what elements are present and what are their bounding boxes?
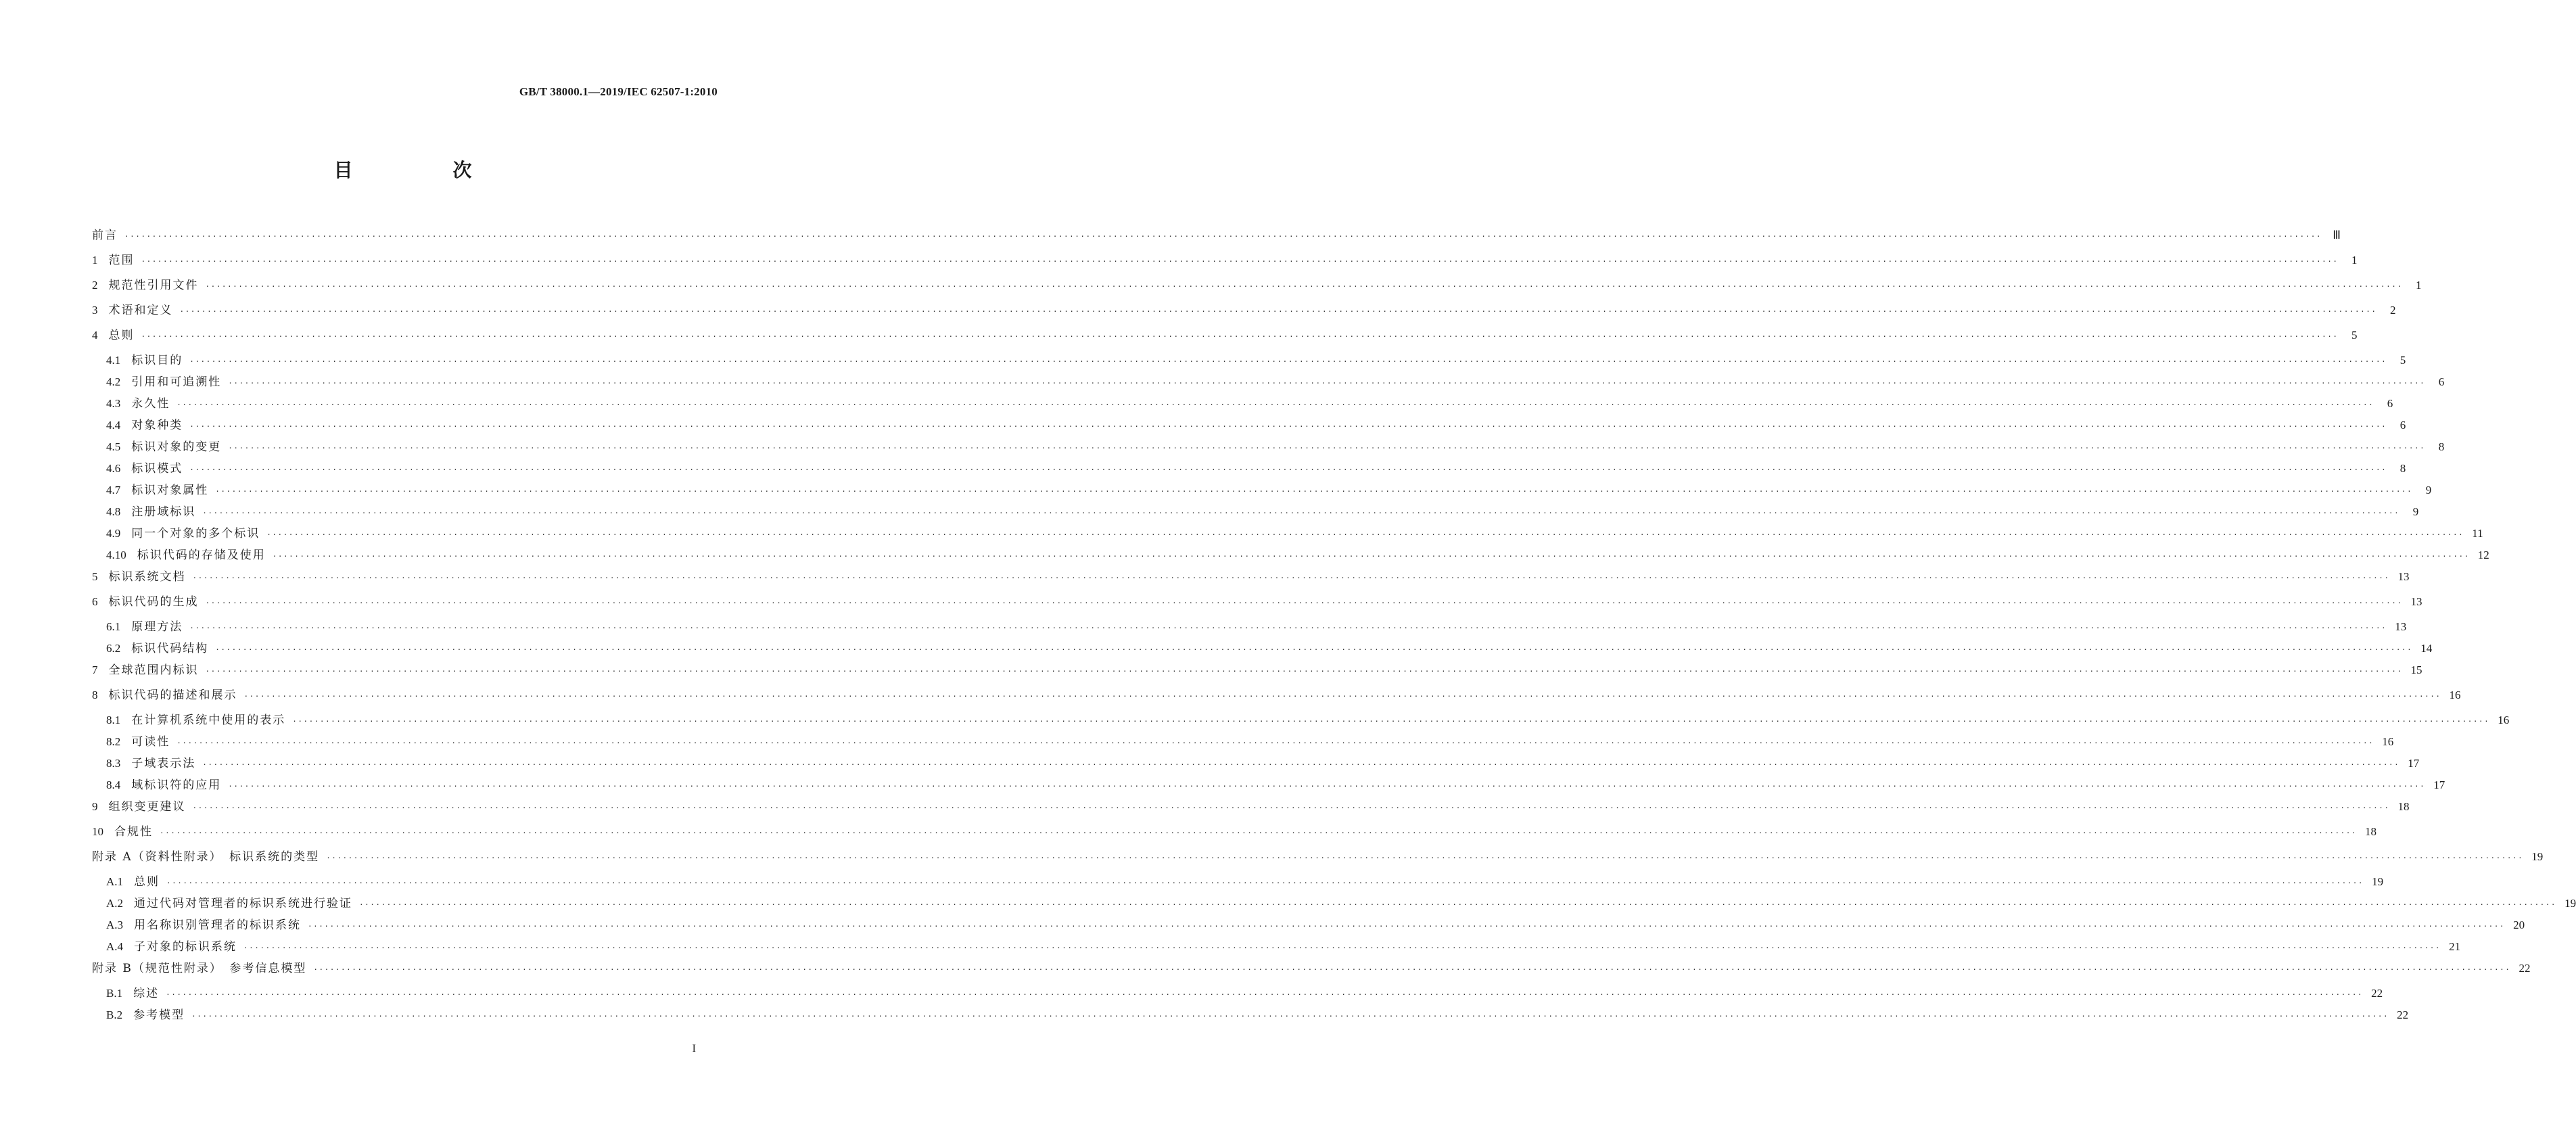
toc-leader-dots: ················································································································································································································································································································································································································ [160,829,2358,837]
toc-entry-page: 13 [2410,595,2422,608]
toc-entry[interactable] [92,710,2510,732]
toc-entry-page: 22 [2371,987,2383,1000]
toc-entry-title: 原理方法 [131,620,183,634]
toc-entry-page: 6 [2387,397,2393,410]
toc-entry-page: 16 [2449,689,2461,701]
toc-entry-page: 12 [2477,549,2489,561]
toc-entry-number: 2 [92,279,98,292]
toc-entry-title: 范围 [108,254,135,267]
toc-entry[interactable] [92,437,2445,459]
toc-entry-number: A.4 [106,940,124,953]
toc-entry[interactable] [92,459,2406,480]
toc-entry-page: 22 [2519,962,2531,975]
toc-entry[interactable] [92,983,2383,1005]
page-number: I [692,1043,696,1054]
toc-leader-dots: ················································································································································································································································································································································································································ [179,307,2377,316]
toc-entry-page: Ⅲ [2333,229,2341,241]
toc-entry-title: 标识模式 [131,462,183,475]
toc-leader-dots: ················································································································································································································································································································································································································ [292,717,2490,726]
toc-entry-page: 8 [2438,440,2445,453]
toc-leader-dots: ················································································································································································································································································································································································································ [202,509,2400,517]
toc-entry-number: 9 [92,800,98,813]
toc-entry-title: 标识对象的变更 [131,440,222,454]
toc-leader-dots: ················································································································································································································································································································································································································ [177,400,2374,409]
toc-entry-number: 4.2 [106,375,121,388]
toc-leader-dots: ················································································································································································································································································································································································································ [272,552,2470,561]
toc-leader-dots: ················································································································································································································································································································································································································ [124,232,2322,241]
toc-leader-dots: ················································································································································································································································································································································································································ [177,739,2374,747]
toc-entry-number: 4.1 [106,354,121,367]
toc-entry-title: 标识系统文档 [108,570,186,584]
toc-entry-page: 1 [2416,279,2422,292]
toc-entry-title: 附录 A（资料性附录） 标识系统的类型 [92,850,320,864]
toc-entry-number: 4 [92,329,98,342]
toc-entry-title: 全球范围内标识 [108,664,199,677]
toc-entry-page: 17 [2433,778,2445,791]
toc-entry[interactable] [92,822,2377,847]
toc-entry-number: B.2 [106,1008,123,1021]
toc-entry[interactable] [92,250,2358,275]
toc-leader-dots: ················································································································································································································································································································································································································ [215,487,2413,496]
toc-entry-number: A.3 [106,919,124,931]
toc-entry-page: 2 [2390,304,2396,317]
toc-entry[interactable] [92,567,2410,592]
toc-leader-dots: ················································································································································································································································································································································································································ [202,760,2400,769]
toc-entry-title: 附录 B（规范性附录） 参考信息模型 [92,962,307,975]
toc-entry-number: 4.9 [106,527,121,540]
toc-entry-title: 注册域标识 [131,505,196,519]
toc-entry[interactable] [92,847,2544,872]
toc-leader-dots: ················································································································································································································································································································································································································ [228,444,2426,452]
toc-entry-page: 13 [2397,570,2410,583]
toc-entry[interactable] [92,394,2393,415]
toc-entry-number: 4.8 [106,505,121,518]
toc-entry-number: 8 [92,689,98,701]
toc-leader-dots: ················································································································································································································································································································································································································ [205,667,2403,676]
toc-leader-dots: ················································································································································································································································································································································································································ [192,574,2390,582]
toc-entry-page: 22 [2397,1008,2409,1021]
toc-entry-number: 8.4 [106,778,121,791]
toc-entry-number: 1 [92,254,98,266]
toc-entry-page: 19 [2372,875,2384,888]
toc-entry[interactable] [92,775,2445,797]
toc-entry[interactable] [92,872,2384,893]
toc-entry-page: 6 [2399,419,2406,432]
toc-entry-title: 标识代码的存储及使用 [137,549,266,562]
toc-entry-title: 前言 [92,229,118,242]
toc-entry-title: 可读性 [131,735,170,749]
toc-entry-page: 5 [2351,329,2358,342]
toc-entry-page: 9 [2412,505,2419,518]
toc-entry[interactable] [92,325,2358,350]
toc-entry[interactable] [92,524,2483,545]
toc-entry-number: 4.7 [106,484,121,496]
toc-entry-title: 标识代码的描述和展示 [108,689,237,702]
toc-entry-title: 对象种类 [131,419,183,432]
toc-entry[interactable] [92,350,2406,372]
toc-entry-title: 标识代码的生成 [108,595,199,609]
toc-entry[interactable] [92,502,2419,524]
toc-leader-dots: ················································································································································································································································································································································································································ [166,990,2364,999]
toc-entry[interactable] [92,915,2525,937]
toc-entry-page: 13 [2395,620,2407,633]
toc-entry[interactable] [92,753,2420,775]
toc-entry[interactable] [92,300,2396,325]
toc-entry-number: 4.10 [106,549,126,561]
toc-leader-dots: ················································································································································································································································································································································································································ [191,1012,2389,1021]
toc-entry-page: 17 [2408,757,2420,770]
toc-entry-number: 6.2 [106,642,121,655]
toc-entry[interactable] [92,732,2394,753]
toc-leader-dots: ················································································································································································································································································································································································································ [189,465,2387,474]
toc-entry-number: 10 [92,825,103,838]
toc-leader-dots: ················································································································································································································································································································································································································ [166,879,2364,887]
toc-entry-number: 7 [92,664,98,676]
toc-entry-title: 域标识符的应用 [131,778,222,792]
toc-entry-number: 6.1 [106,620,121,633]
toc-entry-title: 在计算机系统中使用的表示 [131,714,286,727]
toc-entry-title: 永久性 [131,397,170,411]
toc-entry-title: 规范性引用文件 [108,279,199,292]
toc-leader-dots: ················································································································································································································································································································································································································ [189,357,2387,366]
toc-entry-title: 术语和定义 [108,304,173,317]
toc-entry-page: 20 [2513,919,2525,931]
toc-entry-page: 9 [2425,484,2432,496]
toc-entry[interactable] [92,372,2445,394]
toc-leader-dots: ················································································································································································································································································································································································································ [141,332,2339,341]
toc-leader-dots: ················································································································································································································································································································································································································ [243,944,2441,952]
toc-entry-page: 18 [2397,800,2410,813]
toc-entry-page: 5 [2399,354,2406,367]
toc-entry-page: 19 [2565,897,2576,910]
toc-entry[interactable] [92,480,2432,502]
toc-leader-dots: ················································································································································································································································································································································································································ [313,965,2511,974]
toc-entry[interactable] [92,685,2461,710]
toc-entry[interactable] [92,937,2461,958]
toc-entry-title: 合规性 [114,825,153,839]
toc-leader-dots: ················································································································································································································································································································································································································ [359,900,2557,909]
toc-entry-number: 8.1 [106,714,121,726]
toc-entry-number: 8.2 [106,735,121,748]
toc-entry-number: 4.5 [106,440,121,453]
toc-entry[interactable] [92,415,2406,437]
toc-entry-title: 通过代码对管理者的标识系统进行验证 [134,897,353,910]
toc-entry-page: 16 [2382,735,2394,748]
toc-entry[interactable] [92,958,2531,983]
toc-entry-number: 8.3 [106,757,121,770]
toc-entry[interactable] [92,1005,2409,1027]
toc-entry-title: 总则 [134,875,160,889]
page-title: 目 次 [333,159,513,181]
toc-entry-number: 5 [92,570,98,583]
toc-entry-title: 标识目的 [131,354,183,367]
toc-leader-dots: ················································································································································································································································································································································································································ [205,599,2403,607]
toc-entry-title: 同一个对象的多个标识 [131,527,260,540]
toc-entry-page: 14 [2420,642,2433,655]
toc-entry-page: 8 [2399,462,2406,475]
toc-entry[interactable] [92,797,2410,822]
toc-entry[interactable] [92,638,2433,660]
toc-leader-dots: ················································································································································································································································································································································································································ [308,922,2506,931]
toc-entry-number: A.1 [106,875,124,888]
toc-entry-page: 6 [2438,375,2445,388]
toc-entry-title: 子对象的标识系统 [134,940,237,954]
toc-leader-dots: ················································································································································································································································································································································································································ [189,624,2387,632]
toc-entry[interactable] [92,617,2407,638]
toc-leader-dots: ················································································································································································································································································································································································································ [266,530,2464,539]
toc-entry-title: 标识代码结构 [131,642,209,655]
toc-leader-dots: ················································································································································································································································································································································································································ [228,379,2426,388]
toc-entry[interactable] [92,592,2422,617]
toc-entry-title: 子域表示法 [131,757,196,770]
toc-entry-title: 组织变更建议 [108,800,186,814]
toc-entry[interactable] [92,545,2489,567]
toc-entry-title: 标识对象属性 [131,484,209,497]
toc-entry-page: 18 [2365,825,2377,838]
toc-entry[interactable] [92,660,2422,685]
toc-entry-number: B.1 [106,987,123,1000]
toc-leader-dots: ················································································································································································································································································································································································································ [215,645,2413,654]
toc-entry-title: 参考模型 [133,1008,185,1022]
toc-leader-dots: ················································································································································································································································································································································································································ [243,692,2441,701]
toc-entry-page: 19 [2531,850,2544,863]
toc-entry-page: 1 [2351,254,2358,266]
standard-number: GB/T 38000.1—2019/IEC 62507-1:2010 [519,85,718,98]
toc-entry-number: A.2 [106,897,124,910]
toc-entry[interactable] [92,893,2576,915]
toc-entry-title: 总则 [108,329,135,342]
toc-leader-dots: ················································································································································································································································································································································································································ [141,257,2339,266]
toc-entry-number: 4.6 [106,462,121,475]
toc-leader-dots: ················································································································································································································································································································································································································ [189,422,2387,431]
toc-entry-page: 16 [2498,714,2510,726]
toc-entry-page: 21 [2449,940,2461,953]
toc-entry[interactable] [92,275,2422,300]
toc-leader-dots: ················································································································································································································································································································································································································ [205,282,2403,291]
toc-entry-number: 3 [92,304,98,317]
toc-entry-title: 用名称识别管理者的标识系统 [134,919,302,932]
toc-entry-title: 引用和可追溯性 [131,375,222,389]
toc-entry-number: 4.4 [106,419,121,432]
toc-entry-number: 4.3 [106,397,121,410]
table-of-contents [92,225,2576,1027]
toc-leader-dots: ················································································································································································································································································································································································································ [192,804,2390,812]
toc-entry-page: 11 [2472,527,2483,540]
toc-entry-number: 6 [92,595,98,608]
toc-entry-page: 15 [2410,664,2422,676]
toc-entry-title: 综述 [133,987,160,1000]
toc-leader-dots: ················································································································································································································································································································································································································ [228,782,2426,791]
toc-leader-dots: ················································································································································································································································································································································································································ [326,854,2524,862]
toc-entry[interactable] [92,225,2341,250]
